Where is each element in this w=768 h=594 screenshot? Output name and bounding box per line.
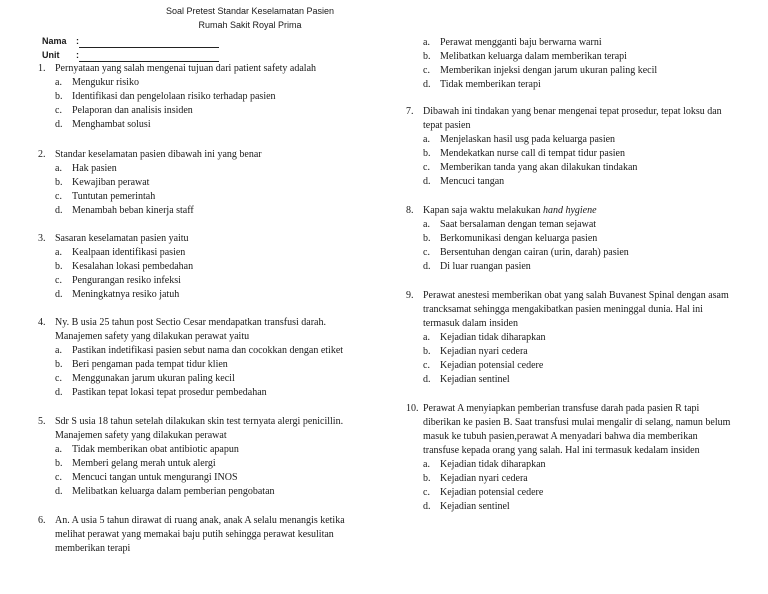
option-b[interactable] [55,260,368,274]
option-a[interactable] [423,133,731,147]
question-6-options [406,36,736,92]
option-letter: d. [55,119,63,130]
option-b[interactable] [423,345,736,359]
option-letter: d. [55,387,63,398]
option-letter: b. [423,473,431,484]
option-letter: c. [423,162,430,173]
option-c[interactable] [423,161,731,175]
option-letter: b. [423,148,431,159]
option-letter: d. [55,289,63,300]
option-text: Kejadian tidak diharapkan [440,332,546,343]
option-letter: d. [423,501,431,512]
option-text: Memberi gelang merah untuk alergi [72,458,216,469]
option-text: Beri pengaman pada tempat tidur klien [72,359,228,370]
document-title: Soal Pretest Standar Keselamatan Pasien [165,6,335,16]
option-text: Kejadian nyari cedera [440,473,528,484]
option-a[interactable] [423,458,731,472]
question-4 [38,316,368,400]
question-1 [38,62,368,132]
option-letter: b. [55,177,63,188]
name-sep: : [76,36,79,46]
option-letter: c. [423,247,430,258]
unit-sep: : [76,50,79,60]
option-b[interactable] [423,472,731,486]
option-text: Pelaporan dan analisis insiden [72,105,193,116]
option-c[interactable] [55,104,368,118]
option-letter: b. [55,458,63,469]
option-text: Kesalahan lokasi pembedahan [72,261,194,272]
question-10 [406,402,731,514]
option-c[interactable] [55,471,368,485]
option-letter: b. [423,346,431,357]
option-letter: c. [55,105,62,116]
option-letter: d. [423,261,431,272]
option-c[interactable] [423,359,736,373]
question-text: Standar keselamatan pasien dibawah ini yang benar [55,149,262,160]
option-b[interactable] [55,176,368,190]
option-d[interactable] [55,288,368,302]
option-d[interactable] [55,204,368,218]
option-a[interactable] [423,331,736,345]
question-number: 2. [38,149,46,160]
option-letter: b. [55,91,63,102]
option-text: Menambah beban kinerja staff [72,205,194,216]
option-letter: a. [423,219,430,230]
unit-label: Unit [42,50,60,60]
option-d[interactable] [423,175,731,189]
option-letter: a. [55,444,62,455]
option-a[interactable] [55,76,368,90]
option-c[interactable] [55,190,368,204]
option-text: Kejadian potensial cedere [440,360,544,371]
option-d[interactable] [55,485,368,499]
question-text: Dibawah ini tindakan yang benar mengenai tepat prosedur, tepat loksu dan tepat pasien [423,106,722,131]
option-text: Kealpaan identifikasi pasien [72,247,186,258]
question-number: 9. [406,290,414,301]
question-8 [406,204,731,274]
question-text: Ny. B usia 25 tahun post Sectio Cesar mendapatkan transfusi darah. Manajemen safety yang dilakukan perawat yaitu [55,317,326,342]
option-text: Bersentuhan dengan cairan (urin, darah) pasien [440,247,629,258]
option-text: Kejadian sentinel [440,374,510,385]
question-text: Pernyataan yang salah mengenai tujuan dari patient safety adalah [55,63,317,74]
option-b[interactable] [423,147,731,161]
name-line[interactable] [79,38,219,48]
document-subtitle: Rumah Sakit Royal Prima [198,20,302,30]
option-text: Mengukur risiko [72,77,139,88]
option-text: Identifikasi dan pengelolaan risiko terhadap pasien [72,91,276,102]
option-text: Menggunakan jarum ukuran paling kecil [72,373,235,384]
option-a[interactable] [423,36,736,50]
option-c[interactable] [55,274,368,288]
option-letter: d. [423,374,431,385]
question-number: 10. [406,403,419,414]
option-letter: a. [423,134,430,145]
option-letter: c. [55,373,62,384]
option-letter: a. [55,247,62,258]
unit-line[interactable] [79,52,219,62]
option-d[interactable] [423,500,731,514]
options-list [55,344,368,400]
option-text: Kejadian tidak diharapkan [440,459,546,470]
option-text: Kejadian potensial cedere [440,487,544,498]
option-a[interactable] [55,246,368,260]
option-d[interactable] [55,118,368,132]
option-b[interactable] [55,90,368,104]
option-text: Meningkatnya resiko jatuh [72,289,180,300]
option-letter: a. [55,163,62,174]
option-text: Melibatkan keluarga dalam memberikan terapi [440,51,627,62]
option-c[interactable] [423,246,731,260]
question-number: 1. [38,63,46,74]
option-text: Memberikan injeksi dengan jarum ukuran paling kecil [440,65,658,76]
option-letter: b. [55,359,63,370]
unit-field[interactable] [42,48,219,62]
option-letter: d. [423,176,431,187]
option-c[interactable] [55,372,368,386]
option-text: Hak pasien [72,163,117,174]
option-letter: b. [423,51,431,62]
question-text [423,204,731,218]
option-a[interactable] [423,218,731,232]
option-text: Kewajiban perawat [72,177,150,188]
options-list [55,443,368,499]
option-letter: c. [423,487,430,498]
option-text: Mencuci tangan untuk mengurangi INOS [72,472,238,483]
question-text-italic: hand hygiene [542,205,597,216]
option-letter: a. [55,77,62,88]
question-7 [406,105,731,189]
option-a[interactable] [55,443,368,457]
question-9 [406,289,736,387]
options-list [423,218,731,274]
option-text: Kejadian sentinel [440,501,510,512]
name-label: Nama [42,36,67,46]
option-a[interactable] [55,344,368,358]
question-number: 4. [38,317,46,328]
option-text: Pastikan indetifikasi pasien sebut nama dan cocokkan dengan etiket [72,345,344,356]
question-text-plain: Kapan saja waktu melakukan [423,205,543,216]
question-6 [38,514,348,556]
option-letter: c. [423,360,430,371]
options-list [423,331,736,387]
option-d[interactable] [423,78,736,92]
option-text: Mencuci tangan [440,176,505,187]
options-list [423,36,736,92]
question-2 [38,148,368,218]
option-letter: a. [55,345,62,356]
option-letter: b. [423,233,431,244]
option-text: Pastikan tepat lokasi tepat prosedur pembedahan [72,387,267,398]
name-field[interactable] [42,34,219,48]
option-letter: c. [423,65,430,76]
option-text: Kejadian nyari cedera [440,346,528,357]
question-text: Sdr S usia 18 tahun setelah dilakukan skin test ternyata alergi penicillin. Manajemen safety yang dilakukan perawat [55,416,344,441]
question-number: 3. [38,233,46,244]
option-b[interactable] [423,232,731,246]
option-letter: a. [423,37,430,48]
option-letter: d. [55,486,63,497]
question-number: 6. [38,515,46,526]
option-text: Di luar ruangan pasien [440,261,531,272]
option-text: Mendekatkan nurse call di tempat tidur pasien [440,148,625,159]
option-d[interactable] [55,386,368,400]
option-letter: d. [423,79,431,90]
option-letter: c. [55,275,62,286]
option-letter: a. [423,332,430,343]
question-3 [38,232,368,302]
question-text: Sasaran keselamatan pasien yaitu [55,233,189,244]
option-c[interactable] [423,486,731,500]
option-letter: a. [423,459,430,470]
question-number: 7. [406,106,414,117]
option-d[interactable] [423,260,731,274]
option-text: Pengurangan resiko infeksi [72,275,181,286]
question-5 [38,415,368,499]
option-letter: d. [55,205,63,216]
option-text: Berkomunikasi dengan keluarga pasien [440,233,598,244]
option-text: Menjelaskan hasil usg pada keluarga pasien [440,134,616,145]
option-letter: c. [55,472,62,483]
option-c[interactable] [423,64,736,78]
question-number: 8. [406,205,414,216]
option-b[interactable] [423,50,736,64]
question-text: An. A usia 5 tahun dirawat di ruang anak, anak A selalu menangis ketika melihat perawat yang memakai baju putih sehingga perawat kesulitan memberikan terapi [55,515,345,554]
option-text: Melibatkan keluarga dalam pemberian pengobatan [72,486,275,497]
question-number: 5. [38,416,46,427]
options-list [55,246,368,302]
option-a[interactable] [55,162,368,176]
option-text: Saat bersalaman dengan teman sejawat [440,219,597,230]
option-d[interactable] [423,373,736,387]
option-text: Tidak memberikan terapi [440,79,541,90]
option-text: Memberikan tanda yang akan dilakukan tindakan [440,162,638,173]
option-b[interactable] [55,358,368,372]
option-text: Menghambat solusi [72,119,151,130]
options-list [423,133,731,189]
option-text: Tuntutan pemerintah [72,191,156,202]
options-list [55,76,368,132]
question-text: Perawat anestesi memberikan obat yang salah Buvanest Spinal dengan asam trancksamat sehingga mengakibatkan pasien meninggal dunia. Hal ini termasuk dalam insiden [423,290,729,329]
options-list [423,458,731,514]
option-letter: b. [55,261,63,272]
option-text: Tidak memberikan obat antibiotic apapun [72,444,239,455]
option-b[interactable] [55,457,368,471]
option-letter: c. [55,191,62,202]
options-list [55,162,368,218]
question-text: Perawat A menyiapkan pemberian transfuse darah pada pasien R tapi diberikan ke pasien B. Saat transfusi mulai mengalir di selang, namun belum masuk ke tubuh pasien,perawat A menyadari bahwa dia memberikan transfuse kepada orang yang salah. Hal ini termasuk kedalam insiden [423,403,731,456]
option-text: Perawat mengganti baju berwarna warni [440,37,602,48]
